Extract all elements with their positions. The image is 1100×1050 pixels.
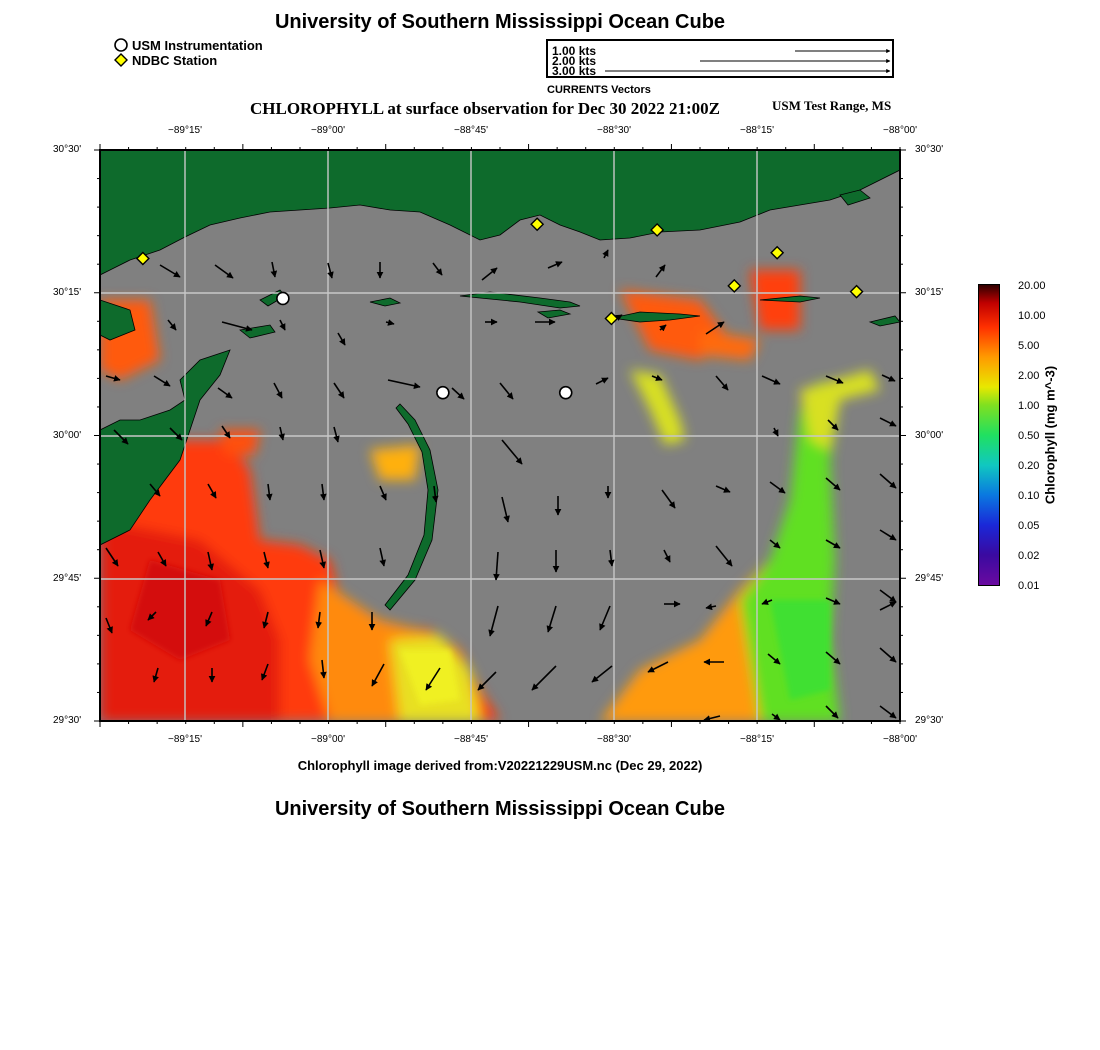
vector-key-label-1: 1.00 kts: [552, 44, 597, 58]
lon-label-bottom-6: −88°00': [883, 734, 917, 745]
lon-label-bottom-1: −89°15': [168, 734, 202, 745]
lat-label-right-4: 29°45': [915, 573, 944, 584]
lat-label-left-4: 29°45': [53, 573, 82, 584]
lon-label-bottom-3: −88°45': [454, 734, 488, 745]
map-title: CHLOROPHYLL at surface observation for Dec 30 2022 21:00Z: [250, 99, 720, 118]
lon-label-top-4: −88°30': [597, 125, 631, 136]
legend-label-usm: USM Instrumentation: [132, 37, 263, 53]
page-title: University of Southern Mississippi Ocean Cube: [274, 11, 726, 33]
lon-label-bottom-4: −88°30': [597, 734, 631, 745]
colorbar-tick-4: 2.00: [1018, 370, 1040, 382]
colorbar-tick-2: 10.00: [1018, 310, 1046, 322]
colorbar-title: Chlorophyll (mg m^-3): [1042, 365, 1058, 505]
lon-label-bottom-2: −89°00': [311, 734, 345, 745]
vector-key-label-2: 2.00 kts: [552, 54, 597, 68]
colorbar-tick-10: 0.02: [1018, 550, 1040, 562]
lon-label-top-3: −88°45': [454, 125, 488, 136]
lat-label-left-1: 30°30': [53, 144, 82, 155]
legend-label-ndbc: NDBC Station: [132, 52, 218, 68]
lat-label-right-2: 30°15': [915, 287, 944, 298]
colorbar-tick-3: 5.00: [1018, 340, 1040, 352]
lat-label-left-5: 29°30': [53, 715, 82, 726]
lon-label-top-6: −88°00': [883, 125, 917, 136]
colorbar-tick-9: 0.05: [1018, 520, 1040, 532]
colorbar-tick-11: 0.01: [1018, 580, 1040, 592]
colorbar-tick-8: 0.10: [1018, 490, 1040, 502]
colorbar-tick-6: 0.50: [1018, 430, 1040, 442]
lon-label-top-5: −88°15': [740, 125, 774, 136]
footer-title: University of Southern Mississippi Ocean Cube: [274, 798, 726, 820]
usm-instrument-marker: [560, 387, 572, 399]
lat-label-right-3: 30°00': [915, 430, 944, 441]
lat-label-right-1: 30°30': [915, 144, 944, 155]
vector-key-caption: CURRENTS Vectors: [547, 84, 651, 96]
usm-instrument-marker: [437, 387, 449, 399]
lat-label-right-5: 29°30': [915, 715, 944, 726]
range-label: USM Test Range, MS: [772, 98, 892, 113]
lon-label-top-1: −89°15': [168, 125, 202, 136]
colorbar: [978, 284, 1000, 586]
source-caption: Chlorophyll image derived from:V20221229USM.nc (Dec 29, 2022): [297, 758, 703, 773]
colorbar-tick-7: 0.20: [1018, 460, 1040, 472]
lat-label-left-2: 30°15': [53, 287, 82, 298]
colorbar-tick-5: 1.00: [1018, 400, 1040, 412]
usm-instrument-marker: [277, 292, 289, 304]
colorbar-tick-1: 20.00: [1018, 280, 1046, 292]
lon-label-bottom-5: −88°15': [740, 734, 774, 745]
vector-key-label-3: 3.00 kts: [552, 64, 597, 78]
lon-label-top-2: −89°00': [311, 125, 345, 136]
lat-label-left-3: 30°00': [53, 430, 82, 441]
